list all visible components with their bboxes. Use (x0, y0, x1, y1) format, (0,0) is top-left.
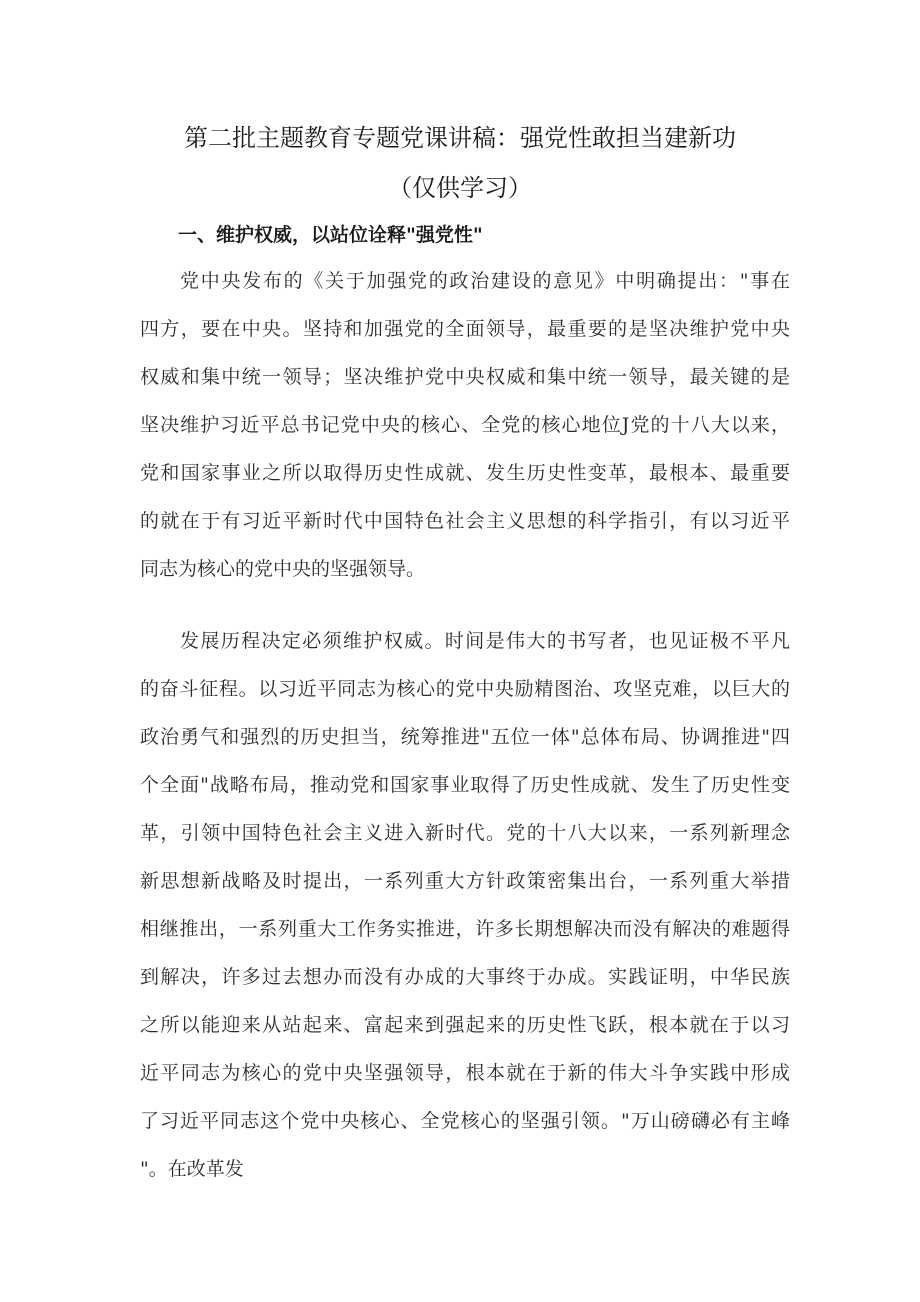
document-subtitle: （仅供学习） (388, 174, 532, 202)
paragraph-line: 的奋斗征程。以习近平同志为核心的党中央励精图治、攻坚克难，以巨大的 (140, 678, 790, 700)
paragraph-line: 权威和集中统一领导；坚决维护党中央权威和集中统一领导，最关键的是 (140, 366, 790, 388)
paragraph-line: 相继推出，一系列重大工作务实推进，许多长期想解决而没有解决的难题得 (140, 918, 790, 940)
document-title: 第二批主题教育专题党课讲稿：强党性敢担当建新功 (184, 124, 736, 152)
paragraph-line: 四方，要在中央。坚持和加强党的全面领导，最重要的是坚决维护党中央 (140, 318, 790, 340)
paragraph-line: 政治勇气和强烈的历史担当，统筹推进"五位一体"总体布局、协调推进"四 (140, 726, 790, 748)
paragraph-line: 革，引领中国特色社会主义进入新时代。党的十八大以来，一系列新理念 (140, 822, 790, 844)
paragraph-line: "。在改革发 (140, 1158, 244, 1180)
paragraph-line: 新思想新战略及时提出，一系列重大方针政策密集出台，一系列重大举措 (140, 870, 790, 892)
paragraph-line: 个全面"战略布局，推动党和国家事业取得了历史性成就、发生了历史性变 (140, 774, 790, 796)
paragraph-line: 了习近平同志这个党中央核心、全党核心的坚强引领。"万山磅礴必有主峰 (140, 1110, 790, 1132)
paragraph-line: 的就在于有习近平新时代中国特色社会主义思想的科学指引，有以习近平 (140, 510, 790, 532)
paragraph-line: 坚决维护习近平总书记党中央的核心、全党的核心地位J党的十八大以来， (140, 414, 790, 436)
paragraph-line: 发展历程决定必须维护权威。时间是伟大的书写者，也见证极不平凡 (180, 630, 790, 652)
paragraph-line: 之所以能迎来从站起来、富起来到强起来的历史性飞跃，根本就在于以习 (140, 1014, 790, 1036)
paragraph-line: 同志为核心的党中央的坚强领导。 (140, 558, 426, 580)
paragraph-line: 近平同志为核心的党中央坚强领导，根本就在于新的伟大斗争实践中形成 (140, 1062, 790, 1084)
paragraph-line: 到解决，许多过去想办而没有办成的大事终于办成。实践证明，中华民族 (140, 966, 790, 988)
section-heading: 一、维护权威，以站位诠释"强党性" (178, 224, 483, 246)
paragraph-line: 党中央发布的《关于加强党的政治建设的意见》中明确提出："事在 (180, 270, 790, 292)
paragraph-line: 党和国家事业之所以取得历史性成就、发生历史性变革，最根本、最重要 (140, 462, 790, 484)
